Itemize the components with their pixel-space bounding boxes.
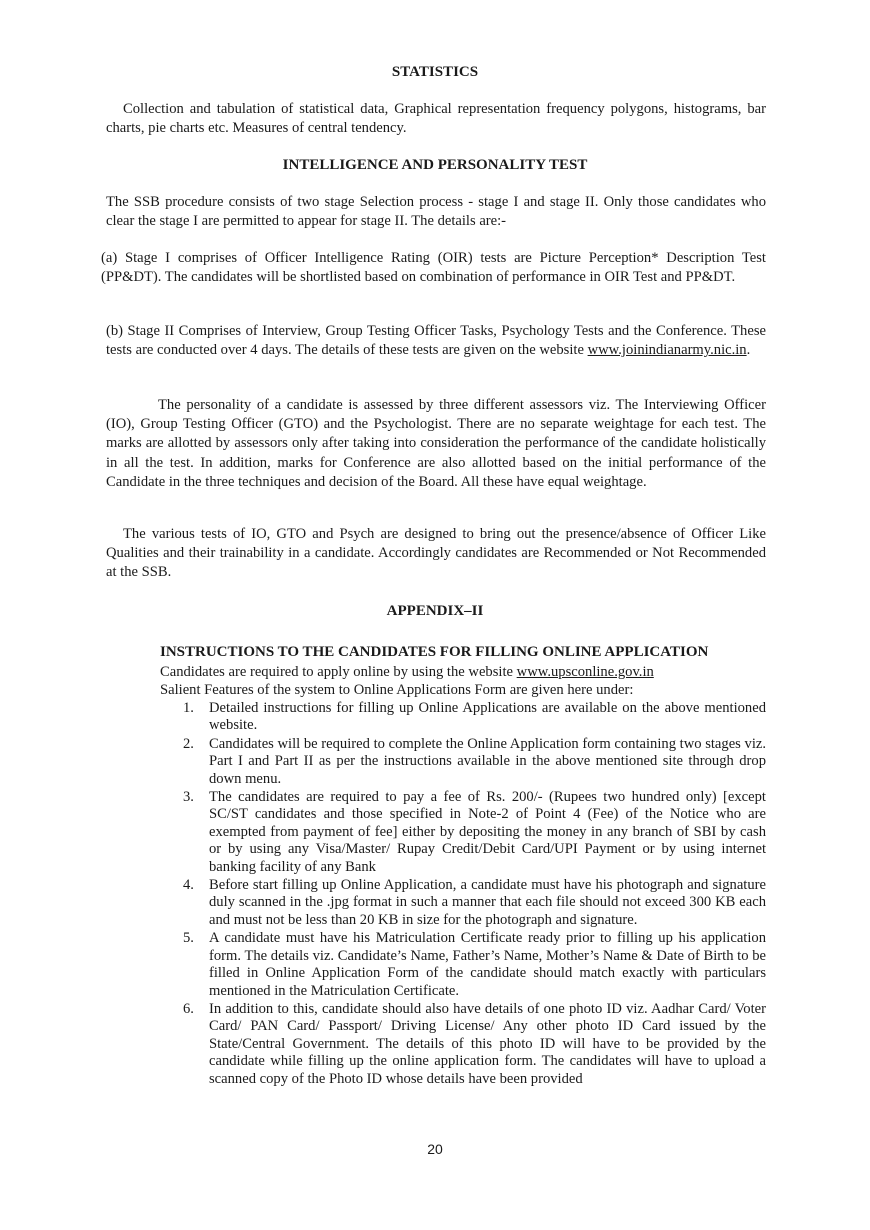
list-item: 6. In addition to this, candidate should also have details of one photo ID viz. Aadhar Card/ Voter Card/ PAN Card/ Passport/ Driving License/ Any other photo ID Card issued by the State/Central Government. The details of this photo ID will have to be provided by the candidate while filling up the online application form. The candidates will have to upload a scanned copy of the Photo ID whose details have been provided: [183, 1000, 766, 1087]
upsconline-link[interactable]: www.upsconline.gov.in: [516, 664, 654, 680]
list-item: 4. Before start filling up Online Application, a candidate must have his photograph and signature duly scanned in the .jpg format in such a manner that each file should not exceed 300 KB each and must not be less than 20 KB in size for the photograph and signature.: [183, 877, 766, 928]
instructions-list: [160, 700, 766, 1089]
stage2-end: .: [746, 342, 751, 359]
list-item: 2. Candidates will be required to complete the Online Application form containing two stages viz. Part I and Part II as per the instructions available in the above mentioned site through drop down menu.: [183, 735, 766, 787]
list-item: 1. Detailed instructions for filling up Online Applications are available on the above mentioned website.: [183, 700, 766, 734]
intelligence-intro: The SSB procedure consists of two stage Selection process - stage I and stage II. Only those candidates who clear the stage I are permitted to appear for stage II. The details are:-: [106, 194, 766, 230]
list-item: 3. The candidates are required to pay a fee of Rs. 200/- (Rupees two hundred only) [except SC/ST candidates and those specified in Note-2 of Point 4 (Fee) of the Notice who are exempted from payment of fee] either by depositing the money in any branch of SBI by cash or by using any Visa/Master/ Rupay Credit/Debit Card/UPI Payment or by using internet banking facility of any Bank: [183, 789, 766, 875]
appendix-heading: APPENDIX–II: [386, 603, 484, 619]
list-item: 5. A candidate must have his Matriculation Certificate ready prior to filling up his application form. The details viz. Candidate’s Name, Father’s Name, Mother’s Name & Date of Birth to be filled in Online Application Form of the candidate should match exactly with particulars mentioned in the Matriculation Certificate.: [183, 930, 766, 999]
stage2-text: (b) Stage II Comprises of Interview, Group Testing Officer Tasks, Psychology Tests and the Conference. These tests are conducted over 4 days. The details of these tests are given on the website: [106, 323, 766, 359]
stage2-paragraph: [106, 322, 766, 360]
intelligence-heading: INTELLIGENCE AND PERSONALITY TEST: [282, 157, 588, 173]
page-number: 20: [427, 1141, 443, 1157]
appendix-subtitle: INSTRUCTIONS TO THE CANDIDATES FOR FILLING ONLINE APPLICATION: [160, 644, 709, 660]
appendix-line1-text: Candidates are required to apply online by using the website: [160, 664, 517, 680]
statistics-heading: STATISTICS: [391, 64, 479, 80]
assessment-paragraph: The personality of a candidate is assessed by three different assessors viz. The Interviewing Officer (IO), Group Testing Officer (GTO) and the Psychologist. There are no separate weightage for each test. The marks are allotted by assessors only after taking into consideration the performance of the candidate holistically in all the test. In addition, marks for Conference are also allotted based on the initial performance of the Candidate in the three techniques and decision of the Board. All these have equal weightage.: [106, 397, 766, 490]
stage1-paragraph: (a) Stage I comprises of Officer Intelligence Rating (OIR) tests are Picture Perception* Description Test (PP&DT). The candidates will be shortlisted based on combination of performance in OIR Test and PP&DT.: [101, 250, 766, 286]
appendix-line1: [160, 663, 766, 682]
appendix-line2: Salient Features of the system to Online Applications Form are given here under:: [160, 682, 634, 698]
joinindianarmy-link[interactable]: www.joinindianarmy.nic.in: [587, 342, 747, 359]
tests-paragraph: The various tests of IO, GTO and Psych are designed to bring out the presence/absence of Officer Like Qualities and their trainability in a candidate. Accordingly candidates are Recommended or Not Recommended at the SSB.: [106, 526, 766, 581]
statistics-body: Collection and tabulation of statistical data, Graphical representation frequency polygons, histograms, bar charts, pie charts etc. Measures of central tendency.: [106, 101, 766, 137]
